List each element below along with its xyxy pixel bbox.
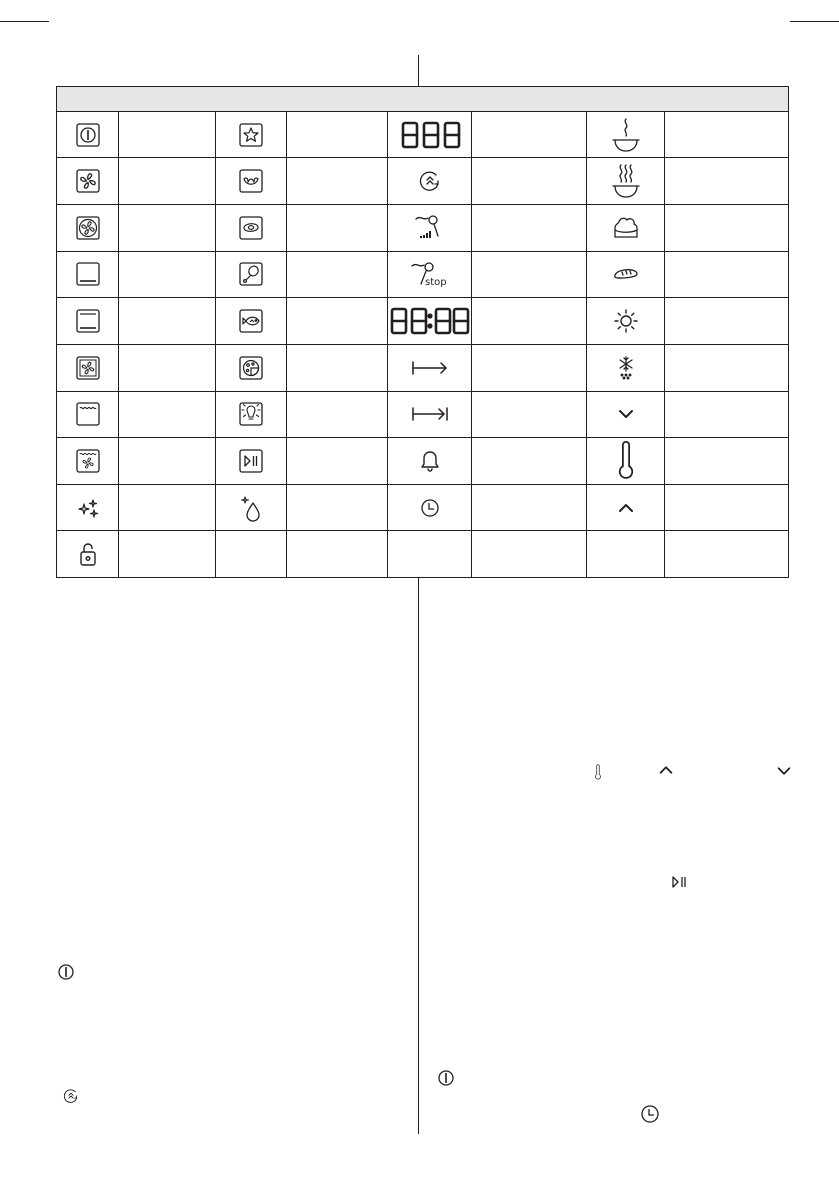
table-row	[57, 205, 789, 252]
meat-probe-stop-icon	[388, 251, 472, 298]
top-bottom-heat-icon	[57, 298, 119, 345]
symbol-label	[287, 158, 388, 205]
symbol-label	[287, 344, 388, 391]
power-icon	[57, 963, 75, 981]
symbol-label	[472, 111, 587, 158]
fan-heat-icon	[57, 344, 119, 391]
empty-icon-cell	[587, 531, 665, 578]
meat-probe-level-icon	[388, 205, 472, 252]
symbol-label	[472, 344, 587, 391]
empty-icon-cell	[388, 531, 472, 578]
chevron-down-icon	[587, 391, 665, 438]
sparkle-clean-icon	[57, 484, 119, 531]
symbol-label	[665, 391, 789, 438]
steak-icon	[216, 205, 287, 252]
star-icon	[216, 111, 287, 158]
display-888-icon	[388, 111, 472, 158]
thermometer-icon	[593, 761, 603, 779]
defrost-icon	[587, 344, 665, 391]
symbol-label	[287, 438, 388, 485]
table-row	[57, 158, 789, 205]
symbol-label	[665, 484, 789, 531]
bread-icon	[587, 251, 665, 298]
pizza-icon	[216, 344, 287, 391]
crop-mark-left	[0, 21, 49, 22]
drumstick-icon	[216, 251, 287, 298]
duration-icon	[388, 344, 472, 391]
table-row	[57, 391, 789, 438]
symbol-label	[472, 298, 587, 345]
clock-icon	[640, 1104, 660, 1124]
fan-icon	[57, 158, 119, 205]
symbol-label	[119, 298, 216, 345]
table-row	[57, 344, 789, 391]
column-divider-top	[418, 55, 419, 86]
table-header-cell	[57, 87, 789, 112]
oven-light-icon	[216, 391, 287, 438]
dough-icon	[587, 205, 665, 252]
steam-bowl-icon	[587, 111, 665, 158]
symbol-label	[665, 438, 789, 485]
symbol-label	[665, 158, 789, 205]
symbol-label	[119, 438, 216, 485]
table-row	[57, 438, 789, 485]
table-row	[57, 251, 789, 298]
power-icon	[57, 111, 119, 158]
symbol-label	[119, 344, 216, 391]
symbol-label	[119, 484, 216, 531]
svg-text:stop: stop	[424, 277, 447, 289]
symbol-label	[119, 158, 216, 205]
symbol-label	[665, 531, 789, 578]
water-drop-clean-icon	[216, 484, 287, 531]
fast-preheat-icon	[61, 1086, 81, 1106]
fish-icon	[216, 298, 287, 345]
bottom-heat-icon	[57, 251, 119, 298]
symbol-label	[665, 344, 789, 391]
symbol-label	[665, 298, 789, 345]
table-header-row	[57, 87, 789, 112]
column-divider-bottom	[418, 578, 419, 1134]
table-row	[57, 111, 789, 158]
symbol-label	[472, 484, 587, 531]
crop-mark-right	[790, 21, 839, 22]
chevron-up-icon	[587, 484, 665, 531]
symbol-label	[119, 391, 216, 438]
steam-bowl-strong-icon	[587, 158, 665, 205]
play-pause-icon	[216, 438, 287, 485]
symbol-label	[287, 251, 388, 298]
symbol-table	[56, 86, 789, 578]
chevron-up-icon	[658, 765, 674, 775]
power-icon	[437, 1069, 455, 1087]
symbol-label	[472, 391, 587, 438]
symbol-label	[119, 251, 216, 298]
play-pause-icon	[671, 875, 689, 889]
symbol-label	[287, 391, 388, 438]
sun-icon	[587, 298, 665, 345]
fan-ring-icon	[57, 205, 119, 252]
chevron-down-icon	[776, 766, 792, 776]
empty-icon-cell	[216, 531, 287, 578]
display-time-icon	[388, 298, 472, 345]
end-time-icon	[388, 391, 472, 438]
symbol-label	[472, 205, 587, 252]
symbol-label	[472, 251, 587, 298]
thermometer-icon	[587, 438, 665, 485]
symbol-label	[119, 205, 216, 252]
symbol-label	[665, 251, 789, 298]
symbol-label	[119, 111, 216, 158]
table-row	[57, 531, 789, 578]
symbol-label	[119, 531, 216, 578]
symbol-label	[472, 158, 587, 205]
fast-preheat-icon	[388, 158, 472, 205]
fan-grill-icon	[57, 438, 119, 485]
symbol-label	[287, 111, 388, 158]
symbol-label	[472, 531, 587, 578]
symbol-label	[287, 298, 388, 345]
grill-icon	[57, 391, 119, 438]
table-row	[57, 298, 789, 345]
clock-icon	[388, 484, 472, 531]
symbol-label	[665, 111, 789, 158]
symbol-label	[287, 484, 388, 531]
symbol-label	[287, 205, 388, 252]
symbol-label	[287, 531, 388, 578]
bell-icon	[388, 438, 472, 485]
symbol-label	[472, 438, 587, 485]
croissant-icon	[216, 158, 287, 205]
table-row	[57, 484, 789, 531]
unlock-icon	[57, 531, 119, 578]
symbol-label	[665, 205, 789, 252]
